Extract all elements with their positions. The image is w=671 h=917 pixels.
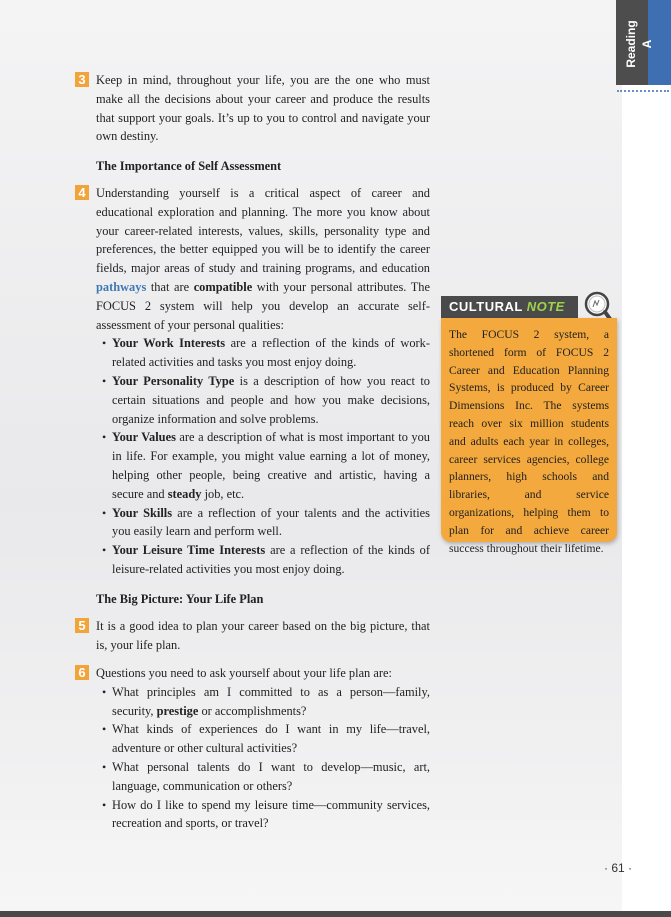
page-number: · 61 · <box>604 861 633 875</box>
paragraph-text: Questions you need to ask yourself about your life plan are: <box>96 666 392 680</box>
paragraph-text: It is a good idea to plan your career based on the big picture, that is, your life plan. <box>96 619 430 652</box>
list-item: • How do I like to spend my leisure time—community services, recreation and sports, or travel? <box>102 797 430 831</box>
paragraph-5 <box>75 617 430 655</box>
self-assessment-list <box>102 334 430 578</box>
cultural-note-text: The FOCUS 2 system, a shortened form of FOCUS 2 Career and Education Planning Systems, is produced by Career Dimensions Inc. The systems reach over six million students and adults each year in colleges, career services agencies, college planners, high schools and libraries, and service organizations, helping them to plan for and achieve career success throughout their lifetime. <box>449 328 609 555</box>
list-item: • Your Leisure Time Interests are a reflection of the kinds of leisure-related activities you most enjoy doing. <box>102 543 430 576</box>
list-item: • What personal talents do I want to develop—music, art, language, communication or others? <box>102 759 430 793</box>
side-tab-label: Reading A <box>624 20 654 68</box>
cultural-note-header <box>441 296 578 318</box>
list-item: • Your Values are a description of what is most important to you in life. For example, you might value earning a lot of money, helping other people, being creative and artistic, having a secure and steady job, etc. <box>102 430 430 501</box>
list-item: • Your Work Interests are a reflection of the kinds of work-related activities and tasks you most enjoy doing. <box>102 336 430 370</box>
section-heading-big-picture: The Big Picture: Your Life Plan <box>96 592 264 606</box>
section-heading-self-assessment: The Importance of Self Assessment <box>96 159 282 173</box>
cultural-note-box <box>441 318 617 555</box>
list-item: • What kinds of experiences do I want in my life—travel, adventure or other cultural activities? <box>102 722 430 756</box>
paragraph-number: 5 <box>75 618 89 633</box>
list-item: • What principles am I committed to as a person—family, security, prestige or accomplishments? <box>102 684 430 718</box>
paragraph-4 <box>75 184 430 579</box>
bottom-bar <box>0 911 671 917</box>
side-tab-dots <box>617 90 669 92</box>
bold-term: compatible <box>193 279 253 294</box>
cultural-note-title: CULTURAL NOTE <box>449 299 565 314</box>
glossary-link-pathways[interactable]: pathways <box>96 279 147 294</box>
life-plan-questions-list <box>102 683 430 833</box>
list-item: • Your Personality Type is a description of how you react to certain situations and people and how you make decisions, organize information and solve problems. <box>102 373 430 426</box>
right-margin <box>622 0 671 912</box>
list-item: • Your Skills are a reflection of your talents and the activities you easily learn and perform well. <box>102 505 430 539</box>
paragraph-number: 3 <box>75 72 89 87</box>
paragraph-number: 4 <box>75 185 89 200</box>
paragraph-3 <box>75 71 430 146</box>
paragraph-number: 6 <box>75 665 89 680</box>
paragraph-text: Understanding yourself is a critical aspect of career and educational exploration and planning. The more you know about your career-related interests, values, skills, personality type and preferences, the better equipped you will be to identify the career fields, major areas of study and training programs, and education pathways that are compatible with your personal attributes. The FOCUS 2 system will help you develop an accurate self-assessment of your personal qualities: <box>96 186 431 332</box>
paragraph-6 <box>75 664 430 833</box>
paragraph-text: Keep in mind, throughout your life, you are the one who must make all the decisions about your career and produce the results that support your goals. It’s up to you to control and navigate your own destiny. <box>96 73 430 144</box>
